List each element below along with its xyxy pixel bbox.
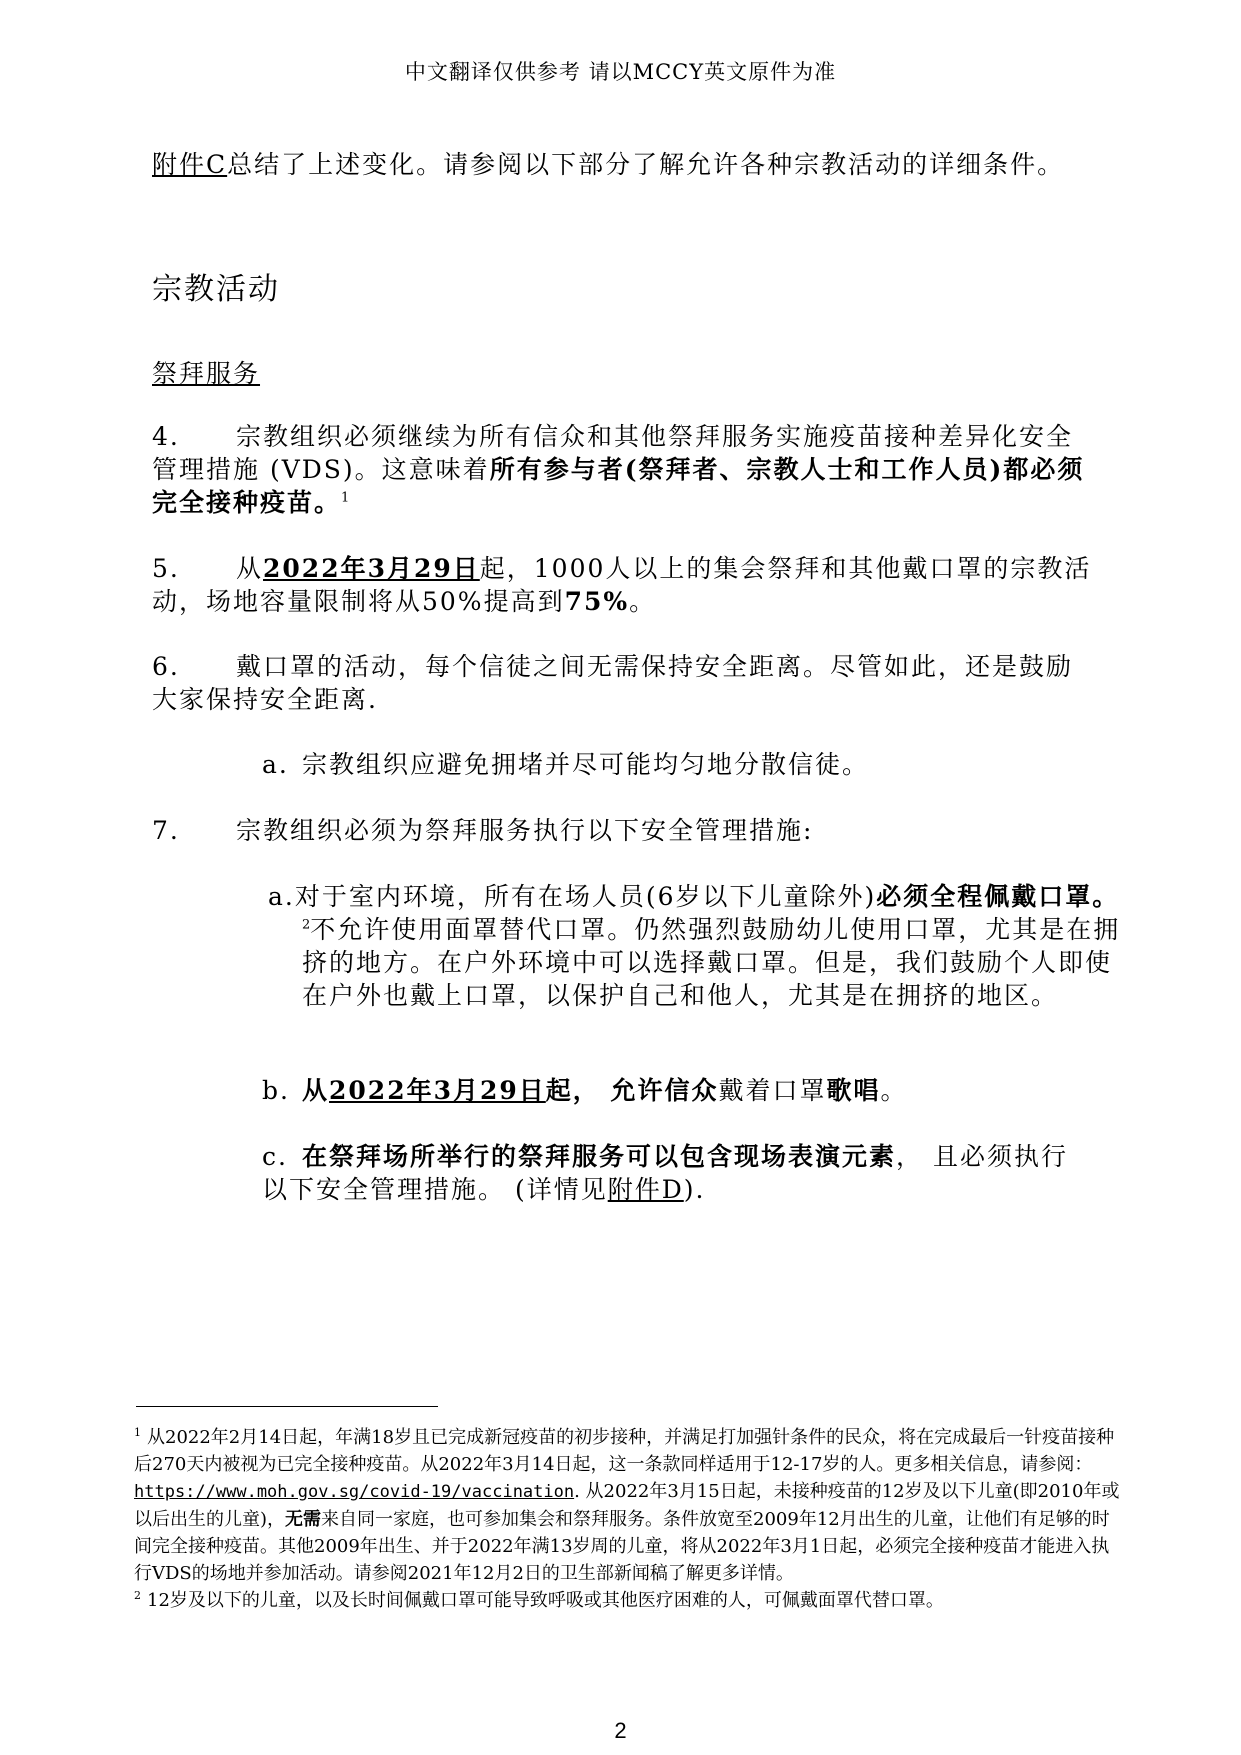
- item-bold-text: 从: [302, 1076, 330, 1105]
- paragraph-7a: [268, 880, 1124, 1012]
- footnote-ref-1[interactable]: 1: [341, 490, 350, 506]
- item-text: ).: [683, 1175, 706, 1204]
- paragraph-text: 从: [236, 554, 264, 583]
- paragraph-6a: [262, 748, 1102, 781]
- footnote-marker: 1: [134, 1426, 141, 1439]
- footnotes: [134, 1424, 1124, 1614]
- footnote-marker: 2: [134, 1589, 141, 1602]
- footnote-text: . 从2022年3月15日起，未接种疫苗的12岁及以下儿童(即2010年或以后出生的儿童)，: [134, 1481, 1120, 1530]
- paragraph-number: 6.: [152, 652, 180, 681]
- date-highlight: 2022年3月29日: [329, 1076, 546, 1105]
- item-label: a.: [262, 750, 289, 779]
- section-title: 宗教活动: [152, 272, 280, 307]
- paragraph-text: 戴口罩的活动，每个信徒之间无需保持安全距离。尽管如此，还是鼓励大家保持安全距离.: [152, 652, 1074, 714]
- item-text: 戴着口罩: [718, 1076, 827, 1105]
- paragraph-number: 4.: [152, 422, 180, 451]
- item-text: 。: [880, 1076, 908, 1105]
- footnote-text: 来自同一家庭，也可参加集会和祭拜服务。条件放宽至2009年12月出生的儿童，让他们有足够的时间完全接种疫苗。其他2009年出生、并于2022年满13岁周的儿童，将从2022年3月1日起，必须完全接种疫苗才能进入执行VDS的场地并参加活动。请参阅2021年12月2日的卫生部新闻稿了解更多详情。: [134, 1509, 1110, 1584]
- paragraph-bold-text: 所有参与者(祭拜者、宗教人士和工作人员)都必须完全接种疫苗。: [152, 455, 1085, 517]
- footnote-2: [134, 1587, 1124, 1614]
- item-bold-text: 歌唱: [826, 1076, 881, 1105]
- footnote-text: 12岁及以下的儿童，以及长时间佩戴口罩可能导致呼吸或其他医疗困难的人，可佩戴面罩代替口罩。: [147, 1590, 944, 1611]
- paragraph-text: 宗教组织必须为祭拜服务执行以下安全管理措施:: [236, 816, 814, 845]
- item-bold-text: 在祭拜场所举行的祭拜服务可以包含现场表演元素: [302, 1142, 897, 1171]
- moh-vaccination-link[interactable]: https://www.moh.gov.sg/covid-19/vaccination: [134, 1482, 575, 1502]
- annex-d-link[interactable]: 附件D: [607, 1175, 684, 1204]
- date-highlight: 2022年3月29日: [263, 554, 480, 583]
- paragraph-7c: [262, 1140, 1092, 1206]
- paragraph-text: 。: [629, 587, 657, 616]
- footnote-divider: [136, 1406, 438, 1407]
- item-label: b.: [262, 1076, 290, 1105]
- paragraph-text: 起，1000人以上的集会祭拜和其他戴口罩的宗教活动，场地容量限制将从50%提高到: [152, 554, 1092, 616]
- footnote-ref-2[interactable]: 2: [302, 917, 311, 933]
- subsection-title: 祭拜服务: [152, 359, 261, 388]
- item-bold-text: 起， 允许信众: [545, 1076, 719, 1105]
- item-label: c.: [262, 1142, 288, 1171]
- intro-paragraph: [152, 148, 1092, 181]
- intro-text: 总结了上述变化。请参阅以下部分了解允许各种宗教活动的详细条件。: [227, 150, 1065, 179]
- footnote-text: 从2022年2月14日起，年满18岁且已完成新冠疫苗的初步接种，并满足打加强针条件的民众，将在完成最后一针疫苗接种后270天内被视为已完全接种疫苗。从2022年3月14日起，这一条款同样适用于12-17岁的人。更多相关信息，请参阅：: [134, 1427, 1115, 1475]
- paragraph-7b: [262, 1074, 1102, 1107]
- footnote-1: [134, 1424, 1124, 1587]
- paragraph-4: [152, 420, 1092, 519]
- paragraph-7: [152, 814, 1092, 847]
- item-text: ， 且必须执行以下安全管理措施。 (详情见: [262, 1142, 1068, 1204]
- annex-c-link[interactable]: 附件C: [152, 150, 228, 179]
- page-header: 中文翻译仅供参考 请以MCCY英文原件为准: [404, 60, 837, 84]
- footnote-bold-text: 无需: [285, 1509, 322, 1530]
- paragraph-number: 7.: [152, 816, 180, 845]
- paragraph-6: [152, 650, 1092, 716]
- item-text: 不允许使用面罩替代口罩。仍然强烈鼓励幼儿使用口罩，尤其是在拥挤的地方。在户外环境中可以选择戴口罩。但是，我们鼓励个人即使在户外也戴上口罩，以保护自己和他人，尤其是在拥挤的地区。: [302, 915, 1121, 1010]
- item-bold-text: 必须全程佩戴口罩。: [876, 882, 1120, 911]
- capacity-highlight: 75%: [564, 587, 630, 616]
- item-label: a.: [268, 882, 295, 911]
- paragraph-text: 宗教组织必须继续为所有信众和其他祭拜服务实施疫苗接种差异化安全管理措施 (VDS)。这意味着: [152, 422, 1074, 484]
- paragraph-5: [152, 552, 1092, 618]
- item-text: 宗教组织应避免拥堵并尽可能均匀地分散信徒。: [302, 750, 870, 779]
- page-number: 2: [614, 1718, 627, 1743]
- item-text: 对于室内环境，所有在场人员(6岁以下儿童除外): [294, 882, 877, 911]
- paragraph-number: 5.: [152, 554, 180, 583]
